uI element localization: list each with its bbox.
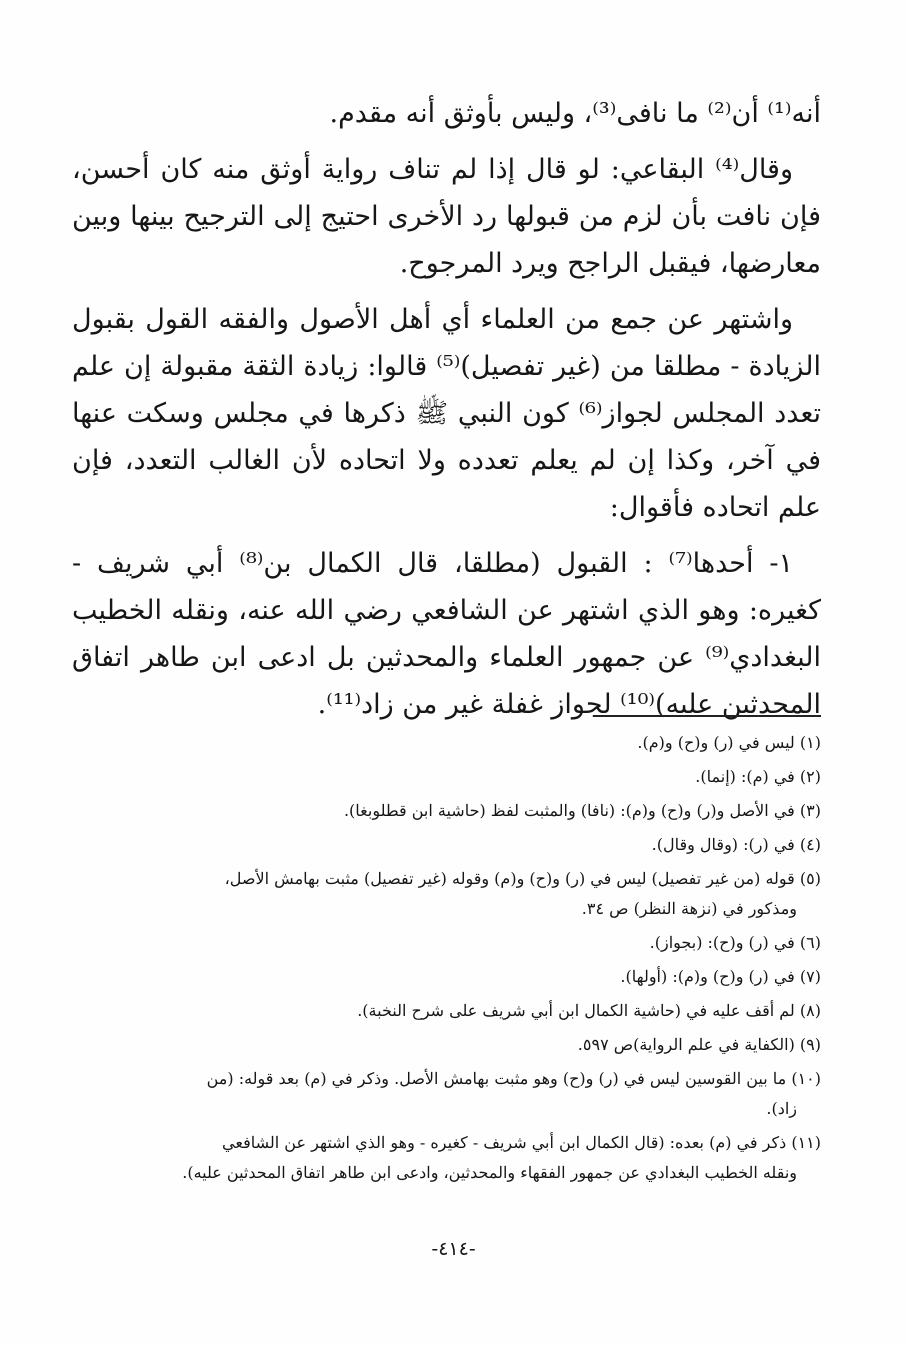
footnote-number: (٦) bbox=[799, 933, 821, 952]
main-text bbox=[72, 90, 821, 737]
footnote bbox=[72, 796, 821, 826]
footnote-number: (١٠) bbox=[791, 1069, 821, 1088]
footnote bbox=[72, 830, 821, 860]
footnote-number: (٧) bbox=[799, 967, 821, 986]
footnote bbox=[72, 728, 821, 758]
footnotes bbox=[72, 728, 821, 1192]
footnote-number: (٤) bbox=[799, 835, 821, 854]
footnote-text: ذكر في (م) بعده: (قال الكمال ابن أبي شريف - كغيره - وهو الذي اشتهر عن الشافعي bbox=[222, 1133, 787, 1152]
footnote-text: لم أقف عليه في (حاشية الكمال ابن أبي شريف على شرح النخبة). bbox=[357, 1001, 795, 1020]
footnote bbox=[72, 1064, 821, 1124]
footnote bbox=[72, 928, 821, 958]
footnote-number: (١) bbox=[799, 733, 821, 752]
footnote bbox=[72, 1128, 821, 1188]
footnote-text: في (ر) و(ح) و(م): (أولها). bbox=[620, 967, 795, 986]
paragraph: وقال⁽⁴⁾ البقاعي: لو قال إذا لم تناف رواية أوثق منه كان أحسن، فإن نافت بأن لزم من قبولها رد الأخرى احتيج إلى الترجيح بينها وبين معارضها، فيقبل الراجح ويرد المرجوح. bbox=[72, 154, 821, 279]
footnote-text: (الكفاية في علم الرواية)ص ٥٩٧. bbox=[577, 1035, 795, 1054]
footnote-number: (٥) bbox=[799, 869, 821, 888]
footnote-text: في (ر) و(ح): (بجواز). bbox=[649, 933, 795, 952]
paragraph: واشتهر عن جمع من العلماء أي أهل الأصول والفقه القول بقبول الزيادة - مطلقا من (غير تفصيل)⁽⁵⁾ قالوا: زيادة الثقة مقبولة إن علم تعدد المجلس لجواز⁽⁶⁾ كون النبي ﷺ ذكرها في مجلس وسكت عنها في آخر، وكذا إن لم يعلم تعدده ولا اتحاده لأن الغالب التعدد، فإن علم اتحاده فأقوال: bbox=[72, 304, 821, 523]
footnote bbox=[72, 1030, 821, 1060]
footnote-number: (٨) bbox=[799, 1001, 821, 1020]
footnote-separator bbox=[593, 715, 821, 717]
footnote bbox=[72, 864, 821, 924]
footnote-text: قوله (من غير تفصيل) ليس في (ر) و(ح) و(م) وقوله (غير تفصيل) مثبت بهامش الأصل، bbox=[224, 869, 795, 888]
paragraph: أنه⁽¹⁾ أن⁽²⁾ ما نافى⁽³⁾، وليس بأوثق أنه مقدم. bbox=[329, 98, 821, 129]
footnote-text: في (م): (إنما). bbox=[695, 767, 795, 786]
footnote-number: (٢) bbox=[799, 767, 821, 786]
footnote bbox=[72, 996, 821, 1026]
footnote-number: (٩) bbox=[799, 1035, 821, 1054]
footnote-text: ما بين القوسين ليس في (ر) و(ح) وهو مثبت بهامش الأصل. وذكر في (م) بعد قوله: (من bbox=[206, 1069, 787, 1088]
footnote-number: (٣) bbox=[799, 801, 821, 820]
footnote-text: ليس في (ر) و(ح) و(م). bbox=[637, 733, 795, 752]
footnote bbox=[72, 962, 821, 992]
footnote-number: (١١) bbox=[791, 1133, 821, 1152]
footnote bbox=[72, 762, 821, 792]
page-number: -٤١٤- bbox=[431, 1238, 476, 1260]
paragraph: ١- أحدها⁽⁷⁾ : القبول (مطلقا، قال الكمال بن⁽⁸⁾ أبي شريف - كغيره: وهو الذي اشتهر عن الشافعي رضي الله عنه، ونقله الخطيب البغدادي⁽⁹⁾ عن جمهور العلماء والمحدثين بل ادعى ابن طاهر اتفاق المحدثين عليه)⁽¹⁰⁾ لجواز غفلة غير من زاد⁽¹¹⁾. bbox=[72, 548, 821, 720]
footnote-continuation: ومذكور في (نزهة النظر) ص ٣٤. bbox=[581, 899, 797, 918]
footnote-text: في (ر): (وقال وقال). bbox=[651, 835, 795, 854]
footnote-continuation: زاد). bbox=[766, 1099, 797, 1118]
footnote-text: في الأصل و(ر) و(ح) و(م): (نافا) والمثبت لفظ (حاشية ابن قطلوبغا). bbox=[343, 801, 795, 820]
footnote-continuation: ونقله الخطيب البغدادي عن جمهور الفقهاء والمحدثين، وادعى ابن طاهر اتفاق المحدثين عليه). bbox=[182, 1163, 797, 1182]
